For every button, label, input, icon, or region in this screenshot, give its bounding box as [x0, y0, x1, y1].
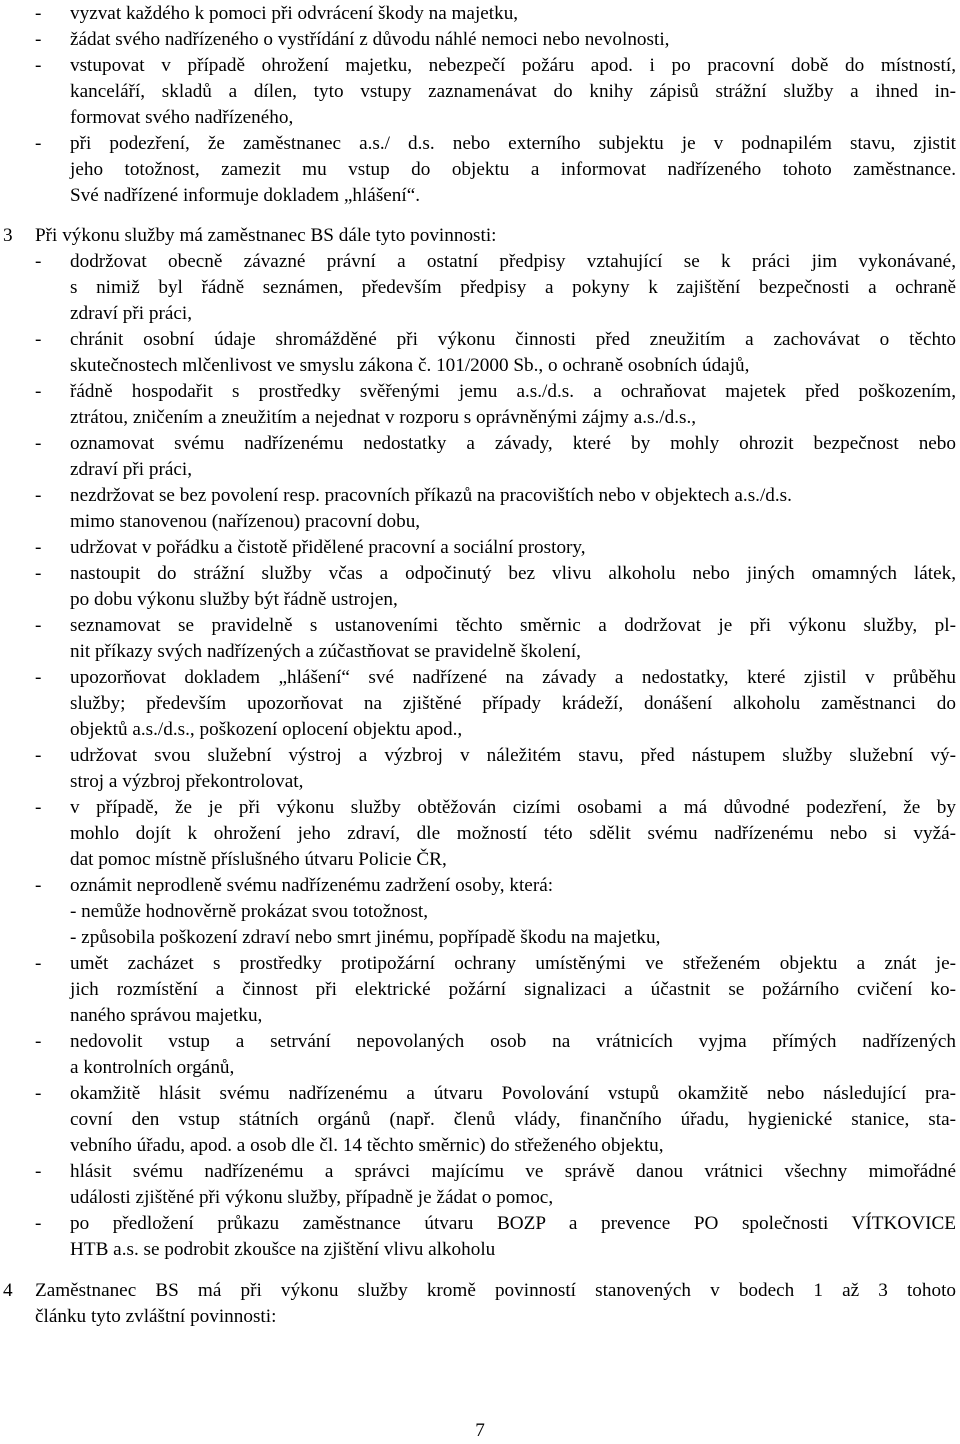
- text-line: jich rozmístění a činnost při elektrické požární signalizaci a účastnit se požárního cvičení ko-: [70, 979, 956, 1000]
- text-line: jeho totožnost, zamezit mu vstup do objektu a informovat nadřízeného tohoto zaměstnance.: [70, 159, 956, 180]
- text-line: umět zacházet s prostředky protipožární ochrany umístěnými ve střeženém objektu a znát je-: [70, 953, 956, 974]
- text-line: objektů a.s./d.s., poškození oplocení objektu apod.,: [70, 719, 463, 740]
- section-number: 4: [3, 1280, 13, 1301]
- text-line: nezdržovat se bez povolení resp. pracovních příkazů na pracovištích nebo v objektech a.s./d.s.: [70, 485, 792, 506]
- text-line: ztrátou, zničením a zneužitím a nejednat v rozporu s oprávněnými zájmy a.s./d.s.,: [70, 407, 697, 428]
- text-line: - způsobila poškození zdraví nebo smrt jinému, popřípadě škodu na majetku,: [70, 927, 661, 948]
- list-dash: -: [35, 381, 42, 402]
- list-dash: -: [35, 745, 42, 766]
- section-heading: Při výkonu služby má zaměstnanec BS dále tyto povinnosti:: [35, 225, 497, 246]
- text-line: mimo stanovenou (nařízenou) pracovní dobu,: [70, 511, 421, 532]
- list-dash: -: [35, 133, 42, 154]
- text-line: skutečnostech mlčenlivost ve smyslu zákona č. 101/2000 Sb., o ochraně osobních údajů,: [70, 355, 750, 376]
- text-line: oznamovat svému nadřízenému nedostatky a závady, které by mohly ohrozit bezpečnost nebo: [70, 433, 956, 454]
- text-line: dodržovat obecně závazné právní a ostatní předpisy vztahující se k práci jim vykonávané,: [70, 251, 956, 272]
- section-heading: Zaměstnanec BS má při výkonu služby kromě povinností stanovených v bodech 1 až 3 tohoto: [35, 1280, 956, 1301]
- text-line: mohlo dojít k ohrožení jeho zdraví, dle možností této sdělit svému nadřízenému nebo si vyžá-: [70, 823, 956, 844]
- list-dash: -: [35, 29, 42, 50]
- text-line: udržovat v pořádku a čistotě přidělené pracovní a sociální prostory,: [70, 537, 586, 558]
- text-line: udržovat svou služební výstroj a výzbroj v náležitém stavu, před nástupem služby služební vý-: [70, 745, 956, 766]
- text-line: nedovolit vstup a setrvání nepovolaných osob na vrátnicích vyjma přímých nadřízených: [70, 1031, 956, 1052]
- text-line: vstupovat v případě ohrožení majetku, nebezpečí požáru apod. i po pracovní době do místností,: [70, 55, 956, 76]
- text-line: upozorňovat dokladem „hlášení“ své nadřízené na závady a nedostatky, které zjistil v průběhu: [70, 667, 956, 688]
- list-dash: -: [35, 1031, 42, 1052]
- text-line: chránit osobní údaje shromážděné při výkonu činnosti před zneužitím a zachovávat o těchto: [70, 329, 956, 350]
- list-dash: -: [35, 953, 42, 974]
- text-line: vyzvat každého k pomoci při odvrácení škody na majetku,: [70, 3, 519, 24]
- list-dash: -: [35, 1213, 42, 1234]
- list-dash: -: [35, 3, 42, 24]
- text-line: zdraví při práci,: [70, 459, 192, 480]
- list-dash: -: [35, 667, 42, 688]
- text-line: nit příkazy svých nadřízených a zúčastňovat se pravidelně školení,: [70, 641, 581, 662]
- text-line: žádat svého nadřízeného o vystřídání z důvodu náhlé nemoci nebo nevolnosti,: [70, 29, 670, 50]
- list-dash: -: [35, 563, 42, 584]
- text-line: služby; především upozorňovat na zjištěné případy krádeží, donášení alkoholu zaměstnanci do: [70, 693, 956, 714]
- text-line: hlásit svému nadřízenému a správci majícímu ve správě danou vrátnici všechny mimořádné: [70, 1161, 956, 1182]
- text-line: dat pomoc místně příslušného útvaru Policie ČR,: [70, 849, 447, 870]
- page-number: 7: [475, 1420, 485, 1441]
- text-line: seznamovat se pravidelně s ustanoveními těchto směrnic a dodržovat je při výkonu služby, pl-: [70, 615, 956, 636]
- text-line: po dobu výkonu služby být řádně ustrojen,: [70, 589, 398, 610]
- text-line: naného správou majetku,: [70, 1005, 263, 1026]
- text-line: při podezření, že zaměstnanec a.s./ d.s. nebo externího subjektu je v podnapilém stavu, zjistit: [70, 133, 956, 154]
- text-line: covní den vstup státních orgánů (např. členů vlády, finančního úřadu, hygienické stanice, sta-: [70, 1109, 956, 1130]
- text-line: v případě, že je při výkonu služby obtěžován cizími osobami a má důvodné podezření, že by: [70, 797, 956, 818]
- list-dash: -: [35, 485, 42, 506]
- text-line: a kontrolních orgánů,: [70, 1057, 235, 1078]
- text-line: článku tyto zvláštní povinnosti:: [35, 1306, 277, 1327]
- text-line: řádně hospodařit s prostředky svěřenými jemu a.s./d.s. a ochraňovat majetek před poškozením,: [70, 381, 956, 402]
- text-line: oznámit neprodleně svému nadřízenému zadržení osoby, která:: [70, 875, 554, 896]
- text-line: formovat svého nadřízeného,: [70, 107, 294, 128]
- list-dash: -: [35, 329, 42, 350]
- list-dash: -: [35, 251, 42, 272]
- text-line: stroj a výzbroj překontrolovat,: [70, 771, 304, 792]
- list-dash: -: [35, 615, 42, 636]
- text-line: vebního úřadu, apod. a osob dle čl. 14 těchto směrnic) do střeženého objektu,: [70, 1135, 664, 1156]
- text-line: zdraví při práci,: [70, 303, 192, 324]
- list-dash: -: [35, 55, 42, 76]
- text-line: HTB a.s. se podrobit zkoušce na zjištění vlivu alkoholu: [70, 1239, 496, 1260]
- text-line: - nemůže hodnověrně prokázat svou totožnost,: [70, 901, 429, 922]
- text-line: okamžitě hlásit svému nadřízenému a útvaru Povolování vstupů okamžitě nebo následující pra-: [70, 1083, 956, 1104]
- text-line: Své nadřízené informuje dokladem „hlášení“.: [70, 185, 421, 206]
- text-line: nastoupit do strážní služby včas a odpočinutý bez vlivu alkoholu nebo jiných omamných látek,: [70, 563, 956, 584]
- text-line: po předložení průkazu zaměstnance útvaru BOZP a prevence PO společnosti VÍTKOVICE: [70, 1213, 956, 1234]
- list-dash: -: [35, 1161, 42, 1182]
- text-line: s nimiž byl řádně seznámen, především předpisy a pokyny k zajištění bezpečnosti a ochraně: [70, 277, 956, 298]
- section-number: 3: [3, 225, 13, 246]
- text-line: kanceláří, skladů a dílen, tyto vstupy zaznamenávat do knihy zápisů strážní služby a ihned in-: [70, 81, 956, 102]
- list-dash: -: [35, 875, 42, 896]
- list-dash: -: [35, 537, 42, 558]
- text-line: události zjištěné při výkonu služby, případně je žádat o pomoc,: [70, 1187, 554, 1208]
- list-dash: -: [35, 1083, 42, 1104]
- list-dash: -: [35, 433, 42, 454]
- list-dash: -: [35, 797, 42, 818]
